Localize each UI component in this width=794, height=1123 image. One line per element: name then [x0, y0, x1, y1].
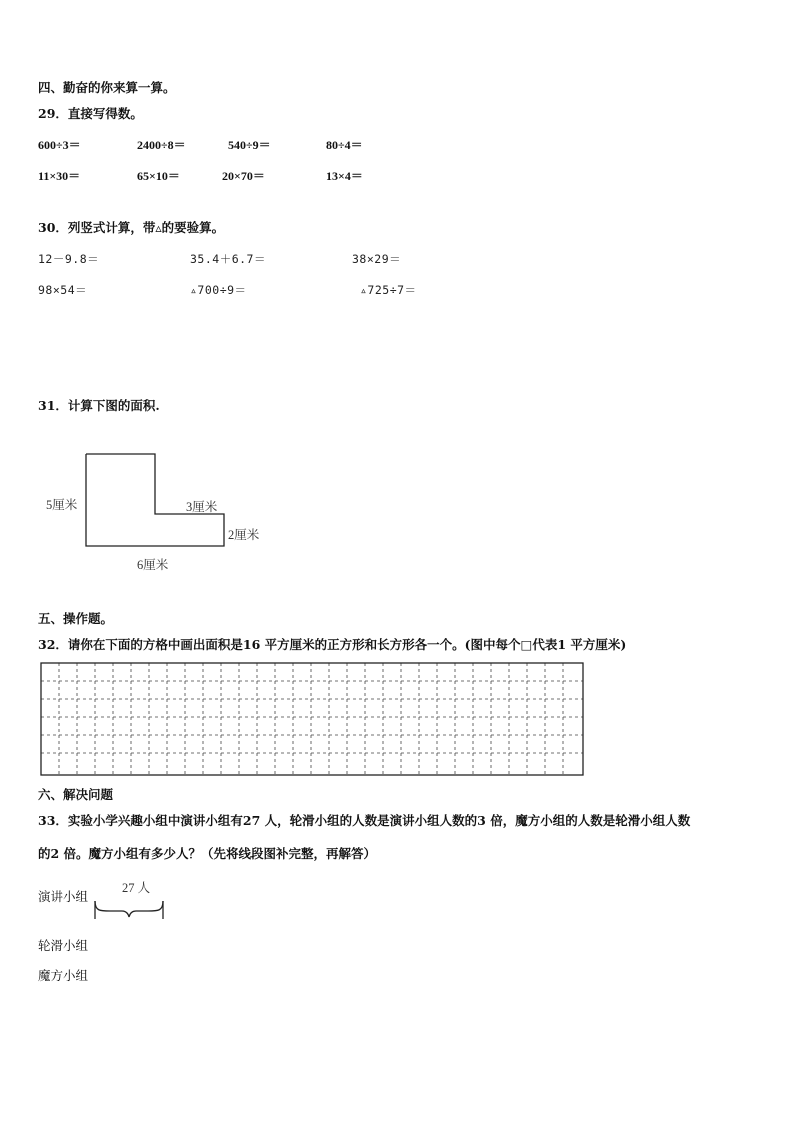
- row-label-cube: 魔方小组: [38, 968, 89, 983]
- square-grid[interactable]: [40, 662, 584, 778]
- q33-text-line-1: 33．实验小学兴趣小组中演讲小组有27 人，轮滑小组的人数是演讲小组人数的3 倍，魔方小组的人数是轮滑小组人数: [38, 813, 691, 828]
- q29-title: 29．直接写得数。: [38, 106, 143, 121]
- q29-item: 11×30＝: [38, 169, 81, 183]
- segment-brace: [92, 897, 166, 923]
- label-right-2cm: 2厘米: [228, 528, 260, 542]
- row-label-skating: 轮滑小组: [38, 938, 89, 953]
- section-6-title: 六、解决问题: [38, 787, 114, 802]
- q30-item: 35.4＋6.7＝: [190, 252, 266, 266]
- section-4-title: 四、勤奋的你来算一算。: [38, 80, 176, 95]
- q30-item: 38×29＝: [352, 252, 402, 266]
- q33-text-line-2: 的2 倍。魔方小组有多少人？（先将线段图补完整，再解答）: [38, 846, 377, 861]
- q32-title: 32．请你在下面的方格中画出面积是16 平方厘米的正方形和长方形各一个。(图中每个□代表1 平方厘米): [38, 637, 627, 652]
- q30-item: ▵725÷7＝: [360, 283, 417, 297]
- q30-item: 12－9.8＝: [38, 252, 100, 266]
- q29-item: 65×10＝: [137, 169, 180, 183]
- section-5-title: 五、操作题。: [38, 611, 114, 626]
- q30-item: 98×54＝: [38, 283, 88, 297]
- q29-item: 540÷9＝: [228, 138, 271, 152]
- q30-title: 30．列竖式计算，带▵的要验算。: [38, 220, 225, 235]
- q29-item: 13×4＝: [326, 169, 363, 183]
- label-left-5cm: 5厘米: [46, 498, 78, 512]
- q29-item: 600÷3＝: [38, 138, 81, 152]
- row-label-speech: 演讲小组: [38, 889, 89, 904]
- label-bottom-6cm: 6厘米: [137, 558, 169, 572]
- q30-item: ▵700÷9＝: [190, 283, 247, 297]
- q31-title: 31．计算下图的面积.: [38, 398, 160, 413]
- q29-item: 80÷4＝: [326, 138, 363, 152]
- q29-item: 20×70＝: [222, 169, 265, 183]
- label-inner-3cm: 3厘米: [186, 500, 218, 514]
- q29-item: 2400÷8＝: [137, 138, 186, 152]
- brace-label: 27 人: [122, 881, 151, 895]
